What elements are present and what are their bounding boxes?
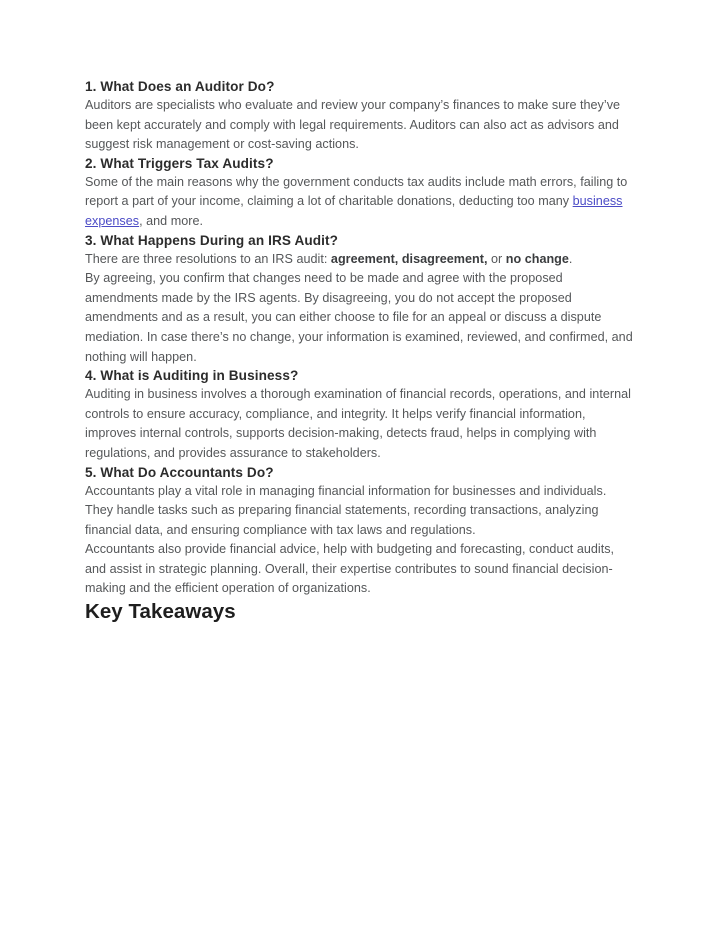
section-2-text-after-link: , and more.	[139, 213, 203, 228]
business-expenses-link[interactable]: business expenses	[85, 194, 623, 228]
section-3-text-part-2: or	[487, 251, 506, 266]
section-heading-5: 5. What Do Accountants Do?	[85, 464, 274, 480]
section-2-paragraph	[85, 173, 636, 232]
section-heading-2: 2. What Triggers Tax Audits?	[85, 155, 274, 171]
section-heading-4: 4. What is Auditing in Business?	[85, 368, 299, 384]
section-heading-3: 3. What Happens During an IRS Audit?	[85, 232, 339, 248]
section-3-intro-paragraph	[85, 250, 636, 270]
section-5-paragraph-1: Accountants play a vital role in managing financial information for businesses and individuals. They handle tasks such as preparing financial statements, recording transactions, analyzing financial data, and ensuring compliance with tax laws and regulations.	[85, 483, 607, 537]
section-2-text-before-link: Some of the main reasons why the government conducts tax audits include math errors, failing to report a part of your income, claiming a lot of charitable donations, deducting too many	[85, 174, 628, 209]
section-3-text-part-3: .	[568, 251, 573, 266]
document-content	[85, 78, 636, 625]
section-3-detail-paragraph: By agreeing, you confirm that changes need to be made and agree with the proposed amendments made by the IRS agents. By disagreeing, you do not accept the proposed amendments and as a result, you can either choose to file for an appeal or discuss a dispute mediation. In case there’s no change, your information is examined, reviewed, and confirmed, and nothing will happen.	[85, 271, 633, 364]
section-heading-1: 1. What Does an Auditor Do?	[85, 79, 275, 94]
resolution-terms-bold: agreement, disagreement,	[330, 251, 488, 266]
section-3-text-part-1: There are three resolutions to an IRS audit:	[85, 251, 331, 266]
key-takeaways-heading: Key Takeaways	[85, 600, 236, 624]
no-change-term-bold: no change	[505, 251, 569, 266]
section-4-paragraph: Auditing in business involves a thorough examination of financial records, operations, and internal controls to ensure accuracy, compliance, and integrity. It helps verify financial information, improves internal controls, supports decision-making, detects fraud, helps in complying with regulations, and provides assurance to stakeholders.	[85, 387, 631, 460]
section-5-paragraph-2: Accountants also provide financial advice, help with budgeting and forecasting, conduct audits, and assist in strategic planning. Overall, their expertise contributes to sound financial decision-making and the efficient operation of organizations.	[85, 542, 615, 596]
section-1-paragraph: Auditors are specialists who evaluate and review your company’s finances to make sure they’ve been kept accurately and comply with legal requirements. Auditors can also act as advisors and suggest risk management or cost-saving actions.	[85, 98, 621, 152]
